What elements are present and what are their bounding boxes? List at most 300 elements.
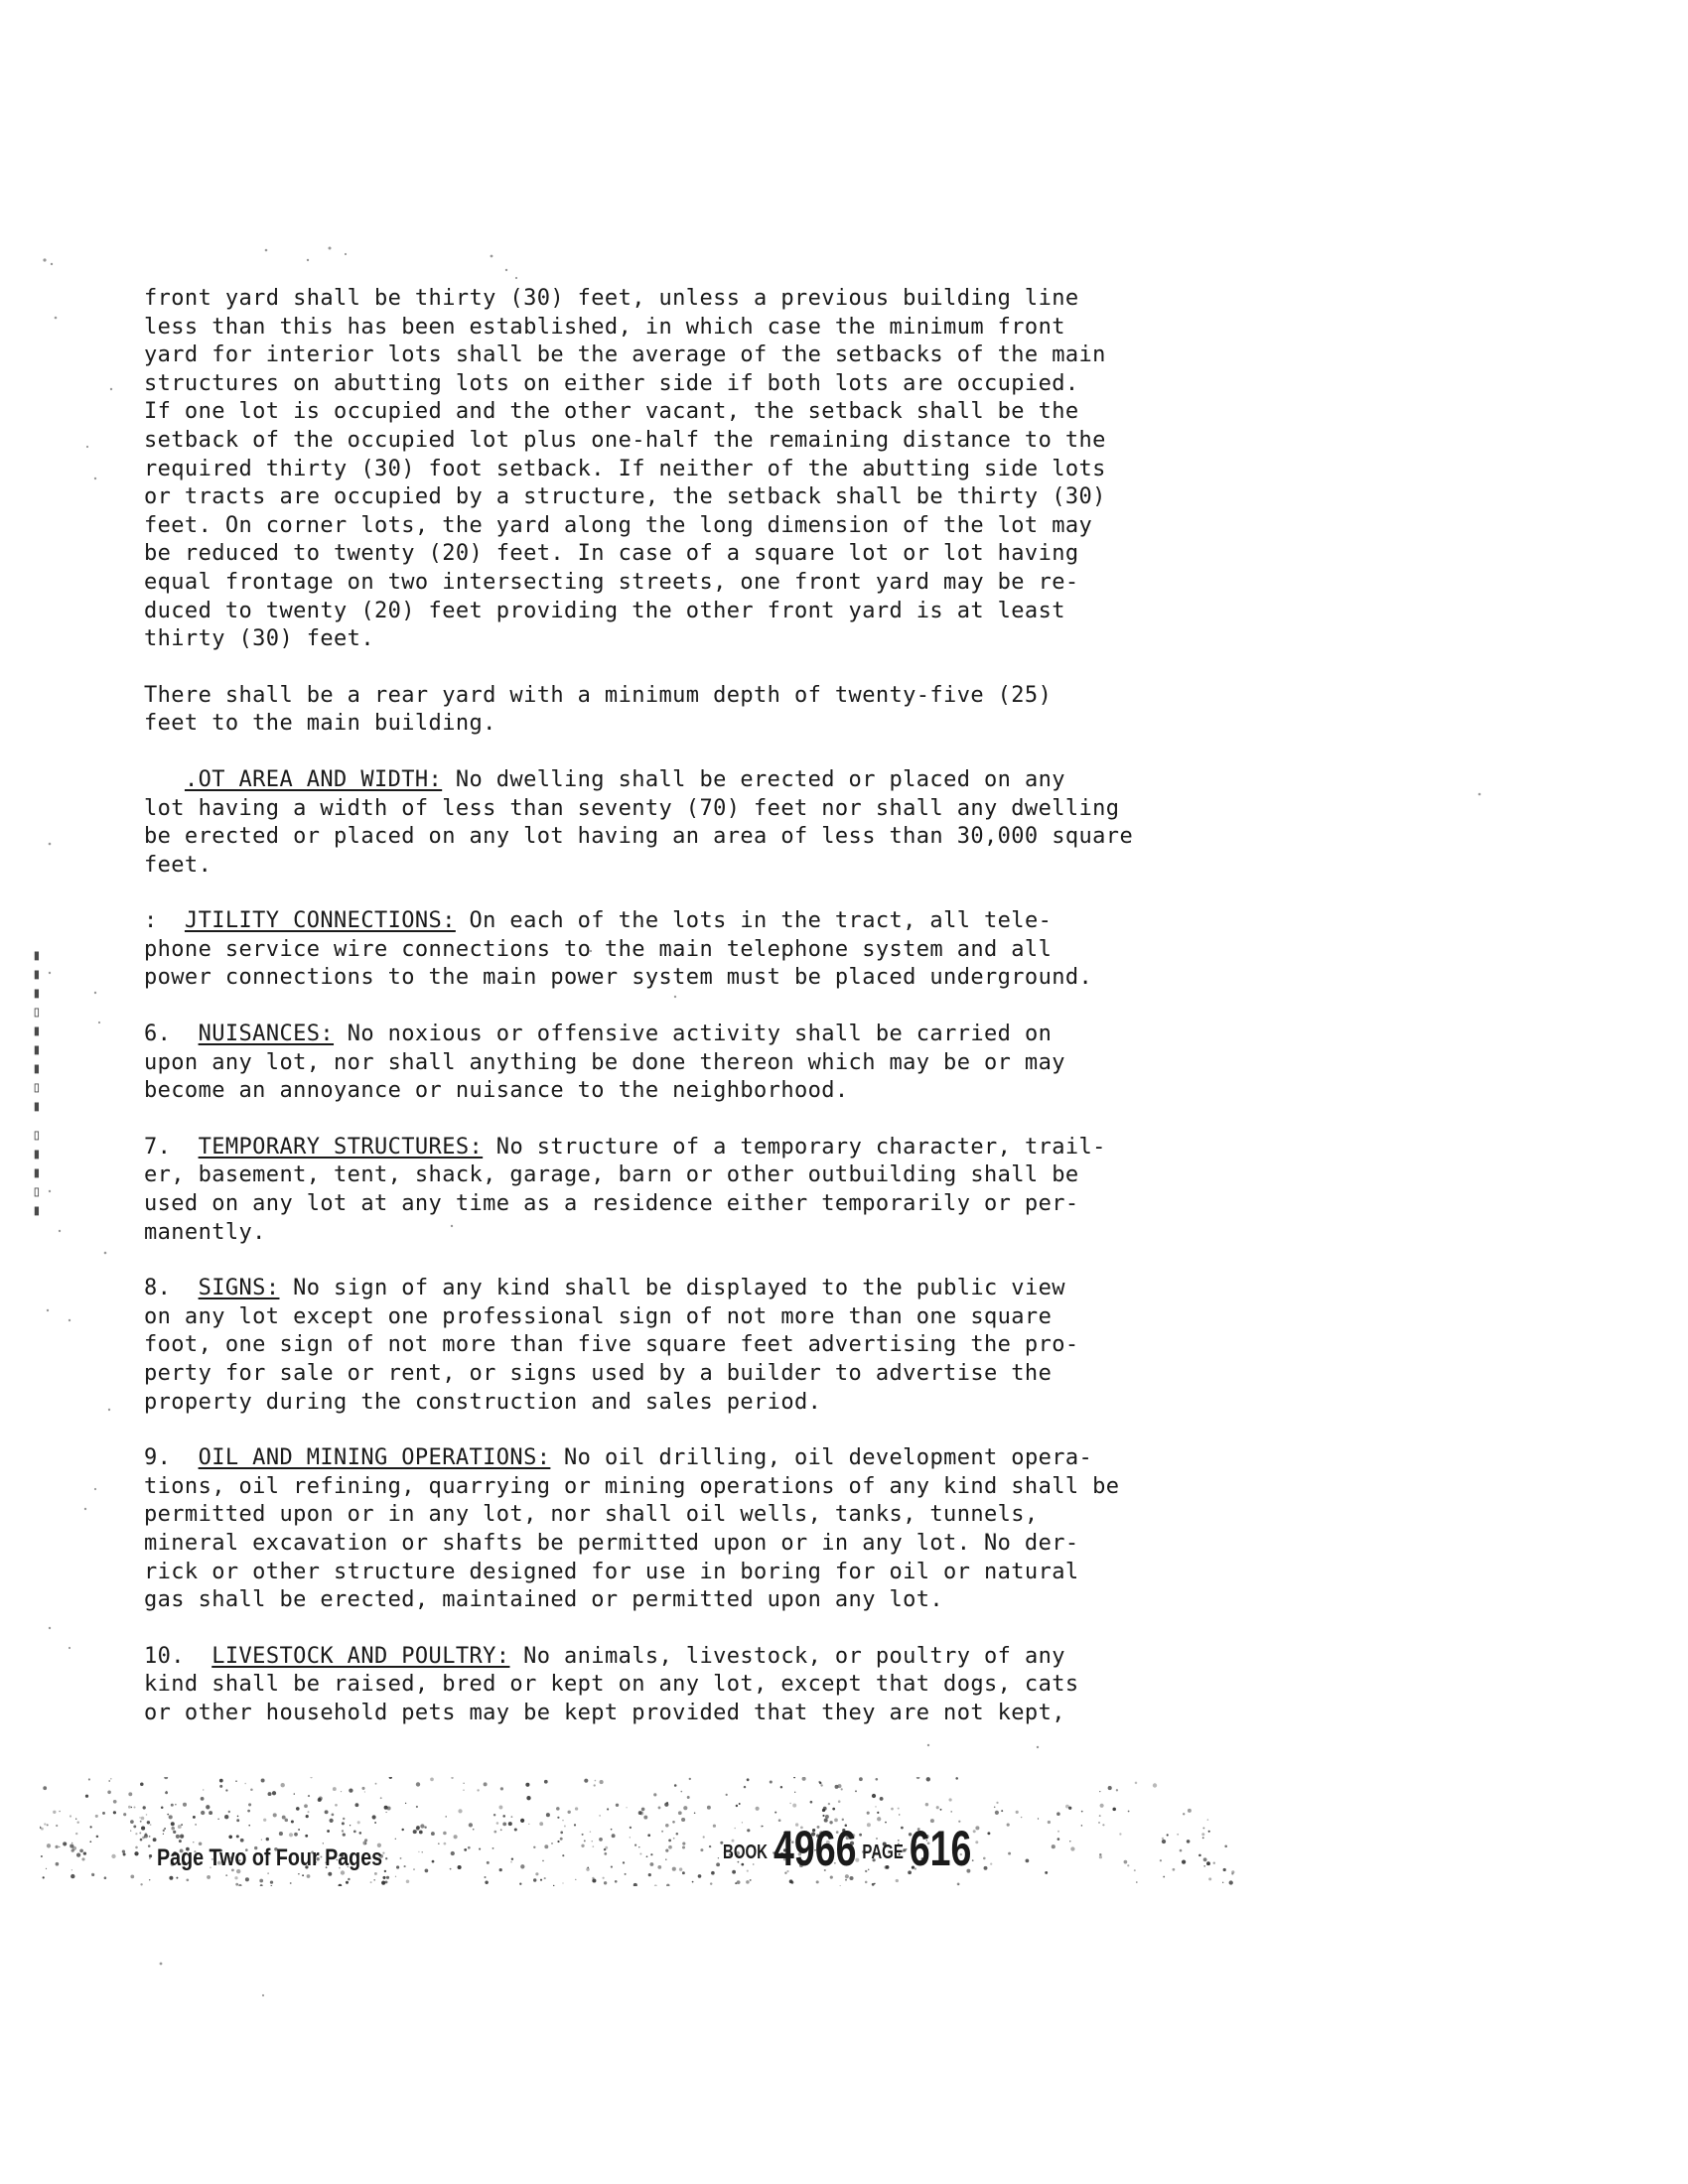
speckle-dot: [592, 1877, 594, 1879]
speckle-dot: [737, 1880, 741, 1884]
speckle-dot: [122, 1849, 125, 1852]
text-line: mineral excavation or shafts be permitted upon or in any lot. No der-: [144, 1530, 1079, 1556]
speckle-dot: [400, 1857, 402, 1859]
speckle-dot: [1188, 1809, 1192, 1813]
speckle-dot: [520, 1819, 524, 1823]
speckle-dot: [711, 1871, 715, 1875]
speckle-dot: [444, 1843, 447, 1845]
speckle-dot: [975, 1826, 979, 1830]
speckle-dot: [634, 1844, 636, 1846]
speckle-dot: [519, 1883, 521, 1885]
section-heading: OIL AND MINING OPERATIONS:: [198, 1445, 551, 1471]
speckle-dot: [955, 1777, 958, 1780]
speckle-dot: [381, 1881, 384, 1884]
speckle-dot: [584, 1779, 588, 1783]
speckle-dot: [386, 1876, 389, 1879]
speckle-dot: [666, 1884, 669, 1886]
text-line: feet. On corner lots, the yard along the long dimension of the lot may: [144, 512, 1093, 538]
speckle-dot: [55, 1845, 58, 1848]
speckle-dot: [672, 1867, 676, 1871]
speckle-dot: [357, 1821, 360, 1824]
text-line: property during the construction and sales period.: [144, 1389, 822, 1415]
speckle-dot: [263, 1819, 266, 1822]
speckle-dot: [845, 1879, 847, 1881]
speckle-dot: [816, 1880, 819, 1883]
speckle-dot: [819, 1782, 821, 1784]
speckle-dot: [716, 1862, 720, 1866]
speckle-dot: [1081, 1811, 1083, 1813]
speckle-dot: [236, 1819, 239, 1822]
speckle-dot: [820, 1784, 822, 1786]
speckle-dot: [841, 1788, 843, 1790]
speckle-dot: [140, 1883, 142, 1885]
speckle-dot: [123, 1813, 126, 1816]
speckle-dot: [584, 1840, 586, 1842]
speckle-dot: [557, 1817, 559, 1819]
speckle-dot: [1213, 1861, 1215, 1863]
document-body: [144, 285, 1172, 1756]
speckle-dot: [342, 1822, 345, 1825]
speckle-dot: [630, 1827, 632, 1829]
speckle-dot: [615, 1880, 618, 1883]
speckle-dot: [224, 1815, 228, 1819]
speckle-dot: [169, 1876, 173, 1880]
speckle-dot: [665, 1824, 669, 1828]
speckle-dot: [70, 1815, 71, 1817]
speckle-dot: [500, 1829, 502, 1831]
speckle-dot: [146, 1814, 147, 1815]
text-line: be reduced to twenty (20) feet. In case of a square lot or lot having: [144, 541, 1079, 567]
paragraph-signs: [144, 1275, 1172, 1417]
speckle-dot: [1119, 1833, 1121, 1835]
speckle-dot: [451, 1777, 453, 1779]
speckle-dot: [692, 1881, 694, 1883]
speckle-dot: [430, 1778, 434, 1782]
speckle-dot: [353, 1831, 356, 1834]
speckle-dot: [44, 1823, 46, 1825]
speckle-dot: [574, 1824, 576, 1826]
speckle-dot: [382, 1851, 384, 1853]
speckle-dot: [544, 1877, 546, 1879]
speckle-dot: [343, 1818, 345, 1820]
speckle-dot: [694, 1813, 696, 1815]
speckle-dot: [511, 1816, 513, 1818]
text-line: [144, 907, 1172, 936]
speckle-dot: [661, 1831, 663, 1833]
speckle-dot: [219, 1779, 223, 1783]
speckle-dot: [209, 1811, 212, 1815]
speckle-dot: [59, 1811, 61, 1813]
paragraph-lot-area: [144, 766, 1172, 880]
speckle-dot: [327, 1830, 330, 1833]
speckle-dot: [96, 1836, 99, 1839]
speckle-dot: [681, 1818, 685, 1822]
speckle-dot: [984, 1866, 988, 1870]
speckle-dot: [175, 1804, 177, 1806]
speckle-dot: [1153, 1783, 1157, 1787]
speckle-dot: [150, 1824, 152, 1826]
speckle-dot: [294, 1793, 295, 1794]
text-line: manently.: [144, 1219, 266, 1245]
speckle-dot: [308, 1795, 310, 1797]
book-label: BOOK: [723, 1842, 768, 1863]
speckle-dot: [1102, 1824, 1104, 1826]
speckle-dot: [604, 1881, 607, 1884]
speckle-dot: [603, 1877, 605, 1879]
speckle-dot: [396, 1865, 399, 1868]
text-line: duced to twenty (20) feet providing the other front yard is at least: [144, 598, 1065, 623]
speckle-dot: [672, 1821, 675, 1824]
speckle-dot: [896, 1879, 899, 1882]
speckle-dot: [298, 1873, 299, 1874]
speckle-dot: [463, 1783, 464, 1784]
speckle-dot: [810, 1801, 813, 1804]
speckle-dot: [1208, 1831, 1210, 1833]
speckle-dot: [689, 1778, 691, 1780]
speckle-dot: [641, 1808, 645, 1812]
speckle-dot: [63, 1842, 67, 1845]
speckle-dot: [130, 1875, 134, 1879]
speckle-dot: [413, 1868, 415, 1870]
speckle-dot: [266, 1838, 269, 1841]
speckle-dot: [726, 1794, 728, 1796]
speckle-dot: [171, 1827, 175, 1831]
speckle-dot: [361, 1787, 364, 1790]
speckle-dot: [298, 1829, 300, 1831]
speckle-dot: [432, 1860, 435, 1863]
speckle-dot: [1108, 1786, 1112, 1790]
text-line: or tracts are occupied by a structure, the setback shall be thirty (30): [144, 484, 1106, 510]
speckle-dot: [604, 1852, 607, 1855]
speckle-dot: [1069, 1841, 1070, 1842]
speckle-dot: [405, 1803, 406, 1804]
speckle-dot: [972, 1859, 974, 1861]
speckle-dot: [533, 1878, 536, 1881]
speckle-dot: [1202, 1827, 1204, 1829]
speckle-dot: [1203, 1865, 1205, 1867]
speckle-dot: [560, 1838, 563, 1841]
speckle-dot: [502, 1815, 505, 1818]
text-line: front yard shall be thirty (30) feet, unless a previous building line: [144, 286, 1079, 311]
speckle-dot: [514, 1828, 517, 1831]
speckle-dot: [592, 1841, 593, 1842]
speckle-dot: [41, 1828, 44, 1831]
speckle-dot: [201, 1797, 205, 1801]
speckle-dot: [678, 1811, 682, 1815]
speckle-dot: [647, 1834, 650, 1837]
speckle-dot: [1201, 1833, 1204, 1836]
speckle-dot: [373, 1879, 375, 1881]
speckle-dot: [385, 1857, 387, 1859]
page-footer: [40, 1777, 1236, 1886]
text-line: less than this has been established, in which case the minimum front: [144, 314, 1065, 340]
text-line: become an annoyance or nuisance to the neighborhood.: [144, 1078, 849, 1104]
speckle-dot: [638, 1846, 639, 1847]
speckle-dot: [654, 1884, 657, 1886]
text-line: There shall be a rear yard with a minimum depth of twenty-five (25): [144, 682, 1053, 708]
speckle-dot: [41, 1855, 43, 1857]
speckle-dot: [107, 1791, 111, 1795]
speckle-dot: [668, 1839, 671, 1842]
speckle-dot: [171, 1804, 174, 1807]
speckle-dot: [343, 1833, 346, 1836]
speckle-dot: [562, 1820, 563, 1821]
speckle-dot: [416, 1826, 420, 1830]
speckle-dot: [789, 1803, 790, 1804]
speckle-dot: [193, 1842, 194, 1843]
speckle-dot: [374, 1822, 376, 1824]
speckle-dot: [141, 1827, 145, 1831]
speckle-dot: [289, 1833, 293, 1837]
speckle-dot: [83, 1851, 86, 1854]
speckle-dot: [687, 1796, 690, 1799]
speckle-dot: [385, 1812, 386, 1813]
speckle-dot: [855, 1790, 857, 1792]
text-line: permitted upon or in any lot, nor shall oil wells, tanks, tunnels,: [144, 1502, 1039, 1528]
text-line: [144, 1275, 1172, 1303]
speckle-dot: [384, 1806, 388, 1810]
speckle-dot: [310, 1777, 312, 1778]
speckle-dot: [1099, 1855, 1102, 1858]
text-line: [144, 1643, 1172, 1672]
paragraph-temporary-structures: [144, 1134, 1172, 1247]
speckle-dot: [639, 1852, 641, 1854]
text-line: [144, 1134, 1172, 1162]
speckle-dot: [149, 1854, 152, 1857]
speckle-dot: [838, 1800, 841, 1803]
speckle-dot: [178, 1825, 182, 1829]
speckle-dot: [201, 1811, 205, 1815]
speckle-dot: [225, 1874, 227, 1876]
speckle-dot: [290, 1882, 292, 1884]
speckle-dot: [1056, 1812, 1060, 1816]
speckle-dot: [499, 1868, 502, 1871]
speckle-dot: [958, 1884, 959, 1885]
speckle-dot: [291, 1820, 294, 1823]
speckle-dot: [419, 1831, 423, 1835]
speckle-dot: [487, 1861, 490, 1864]
speckle-dot: [173, 1831, 176, 1834]
speckle-dot: [746, 1880, 750, 1884]
speckle-dot: [43, 1876, 45, 1878]
speckle-dot: [1134, 1869, 1136, 1871]
speckle-dot: [425, 1869, 429, 1873]
speckle-dot: [359, 1832, 362, 1835]
speckle-dot: [140, 1839, 143, 1842]
speckle-dot: [1098, 1822, 1099, 1823]
speckle-dot: [236, 1835, 239, 1838]
speckle-dot: [374, 1872, 377, 1875]
page-word: PAGE: [862, 1842, 904, 1863]
speckle-dot: [245, 1877, 249, 1881]
speckle-dot: [1136, 1881, 1138, 1883]
speckle-dot: [72, 1846, 76, 1850]
speckle-dot: [1057, 1838, 1060, 1841]
speckle-dot: [990, 1862, 992, 1864]
speckle-dot: [148, 1844, 151, 1847]
speckle-dot: [56, 1862, 60, 1866]
speckle-dot: [272, 1791, 276, 1795]
speckle-dot: [626, 1807, 627, 1808]
speckle-dot: [113, 1811, 116, 1814]
speckle-dot: [802, 1777, 806, 1781]
speckle-dot: [1208, 1877, 1211, 1880]
speckle-dot: [658, 1806, 661, 1809]
speckle-dot: [546, 1813, 550, 1817]
speckle-dot: [750, 1879, 752, 1881]
speckle-dot: [75, 1819, 76, 1820]
speckle-dot: [75, 1833, 77, 1835]
vertical-stamp: ▮▯▮▮▯ ▮▯▮▮▮▯▮▮▮: [28, 946, 46, 1221]
speckle-dot: [163, 1834, 164, 1835]
speckle-dot: [525, 1783, 529, 1787]
text-line: lot having a width of less than seventy (70) feet nor shall any dwelling: [144, 795, 1120, 821]
speckle-dot: [149, 1857, 150, 1858]
speckle-dot: [1100, 1804, 1104, 1808]
speckle-dot: [147, 1821, 150, 1824]
speckle-dot: [674, 1784, 677, 1787]
speckle-dot: [469, 1823, 473, 1827]
speckle-dot: [128, 1806, 131, 1809]
text-line: be erected or placed on any lot having an area of less than 30,000 square: [144, 824, 1134, 850]
speckle-dot: [485, 1881, 488, 1884]
speckle-dot: [95, 1815, 98, 1818]
speckle-dot: [416, 1782, 420, 1786]
speckle-dot: [739, 1803, 741, 1805]
speckle-dot: [451, 1851, 455, 1855]
speckle-dot: [600, 1780, 604, 1784]
speckle-dot: [240, 1839, 244, 1843]
speckle-dot: [587, 1867, 589, 1869]
speckle-dot: [468, 1846, 471, 1849]
speckle-dot: [228, 1811, 230, 1813]
speckle-dot: [270, 1880, 273, 1883]
speckle-dot: [648, 1873, 651, 1876]
speckle-dot: [562, 1854, 564, 1856]
text-fragment: No dwelling shall be erected or placed on any: [442, 766, 1065, 792]
speckle-dot: [1127, 1864, 1129, 1866]
speckle-dot: [186, 1878, 189, 1881]
speckle-dot: [835, 1785, 839, 1789]
speckle-dot: [354, 1803, 358, 1807]
speckle-dot: [1026, 1859, 1030, 1863]
speckle-dot: [296, 1807, 300, 1811]
speckle-dot: [575, 1807, 578, 1810]
text-line: used on any lot at any time as a residence either temporarily or per-: [144, 1191, 1079, 1217]
section-number: :: [144, 908, 185, 934]
speckle-dot: [698, 1874, 702, 1878]
section-heading: LIVESTOCK AND POULTRY:: [211, 1643, 510, 1669]
speckle-dot: [261, 1840, 262, 1841]
speckle-dot: [350, 1825, 351, 1826]
speckle-dot: [133, 1825, 136, 1828]
speckle-dot: [140, 1783, 144, 1787]
speckle-dot: [389, 1777, 392, 1779]
text-fragment: No structure of a temporary character, trail-: [483, 1134, 1106, 1160]
speckle-dot: [668, 1845, 672, 1849]
speckle-dot: [1198, 1854, 1201, 1857]
speckle-dot: [500, 1787, 503, 1790]
speckle-dot: [1223, 1868, 1226, 1871]
speckle-dot: [329, 1819, 333, 1823]
paragraph-utility-connections: [144, 907, 1172, 993]
speckle-dot: [463, 1789, 464, 1790]
speckle-dot: [1224, 1845, 1227, 1848]
speckle-dot: [1163, 1876, 1165, 1878]
speckle-dot: [370, 1881, 372, 1883]
speckle-dot: [949, 1798, 952, 1801]
speckle-dot: [607, 1808, 609, 1810]
speckle-dot: [142, 1837, 145, 1840]
speckle-dot: [130, 1820, 134, 1824]
book-number: 4966: [774, 1821, 857, 1876]
section-number: 7.: [144, 1134, 199, 1160]
speckle-dot: [382, 1876, 385, 1879]
speckle-dot: [582, 1834, 584, 1836]
text-line: gas shall be erected, maintained or permitted upon any lot.: [144, 1587, 944, 1613]
speckle-dot: [268, 1792, 272, 1796]
speckle-dot: [325, 1810, 329, 1814]
speckle-dot: [349, 1788, 352, 1792]
speckle-dot: [380, 1797, 382, 1799]
speckle-dot: [375, 1783, 377, 1785]
speckle-dot: [248, 1825, 250, 1827]
speckle-dot: [181, 1824, 183, 1826]
speckle-dot: [307, 1874, 311, 1878]
speckle-dot: [581, 1844, 584, 1847]
speckle-dot: [553, 1885, 554, 1886]
speckle-dot: [611, 1866, 613, 1868]
speckle-dot: [416, 1806, 418, 1808]
speckle-dot: [395, 1839, 396, 1840]
speckle-dot: [294, 1833, 298, 1837]
speckle-dot: [718, 1857, 719, 1858]
speckle-dot: [237, 1816, 239, 1818]
speckle-dot: [1112, 1808, 1116, 1812]
speckle-dot: [544, 1844, 548, 1848]
speckle-dot: [250, 1789, 253, 1792]
speckle-dot: [328, 1872, 332, 1876]
speckle-dot: [413, 1830, 417, 1834]
speckle-dot: [70, 1874, 74, 1878]
speckle-dot: [1007, 1824, 1010, 1827]
speckle-dot: [56, 1825, 58, 1827]
speckle-dot: [335, 1804, 338, 1807]
text-line: power connections to the main power system must be placed underground.: [144, 965, 1093, 991]
speckle-dot: [1167, 1834, 1169, 1836]
speckle-dot: [305, 1835, 308, 1838]
text-line: [144, 1021, 1172, 1049]
text-fragment: No animals, livestock, or poultry of any: [509, 1643, 1065, 1669]
speckle-dot: [422, 1851, 423, 1852]
speckle-dot: [874, 1883, 876, 1885]
speckle-dot: [348, 1878, 350, 1880]
speckle-dot: [302, 1874, 304, 1876]
speckle-dot: [130, 1830, 131, 1831]
text-line: required thirty (30) foot setback. If neither of the abutting side lots: [144, 456, 1106, 481]
speckle-dot: [431, 1832, 435, 1836]
speckle-dot: [1162, 1840, 1166, 1843]
text-line: setback of the occupied lot plus one-half the remaining distance to the: [144, 427, 1106, 453]
speckle-dot: [859, 1777, 863, 1781]
speckle-dot: [1187, 1840, 1191, 1843]
speckle-dot: [279, 1832, 283, 1836]
speckle-dot: [123, 1853, 126, 1856]
speckle-dot: [592, 1845, 594, 1847]
speckle-dot: [47, 1824, 49, 1826]
speckle-dot: [542, 1860, 544, 1862]
speckle-dot: [995, 1811, 999, 1815]
